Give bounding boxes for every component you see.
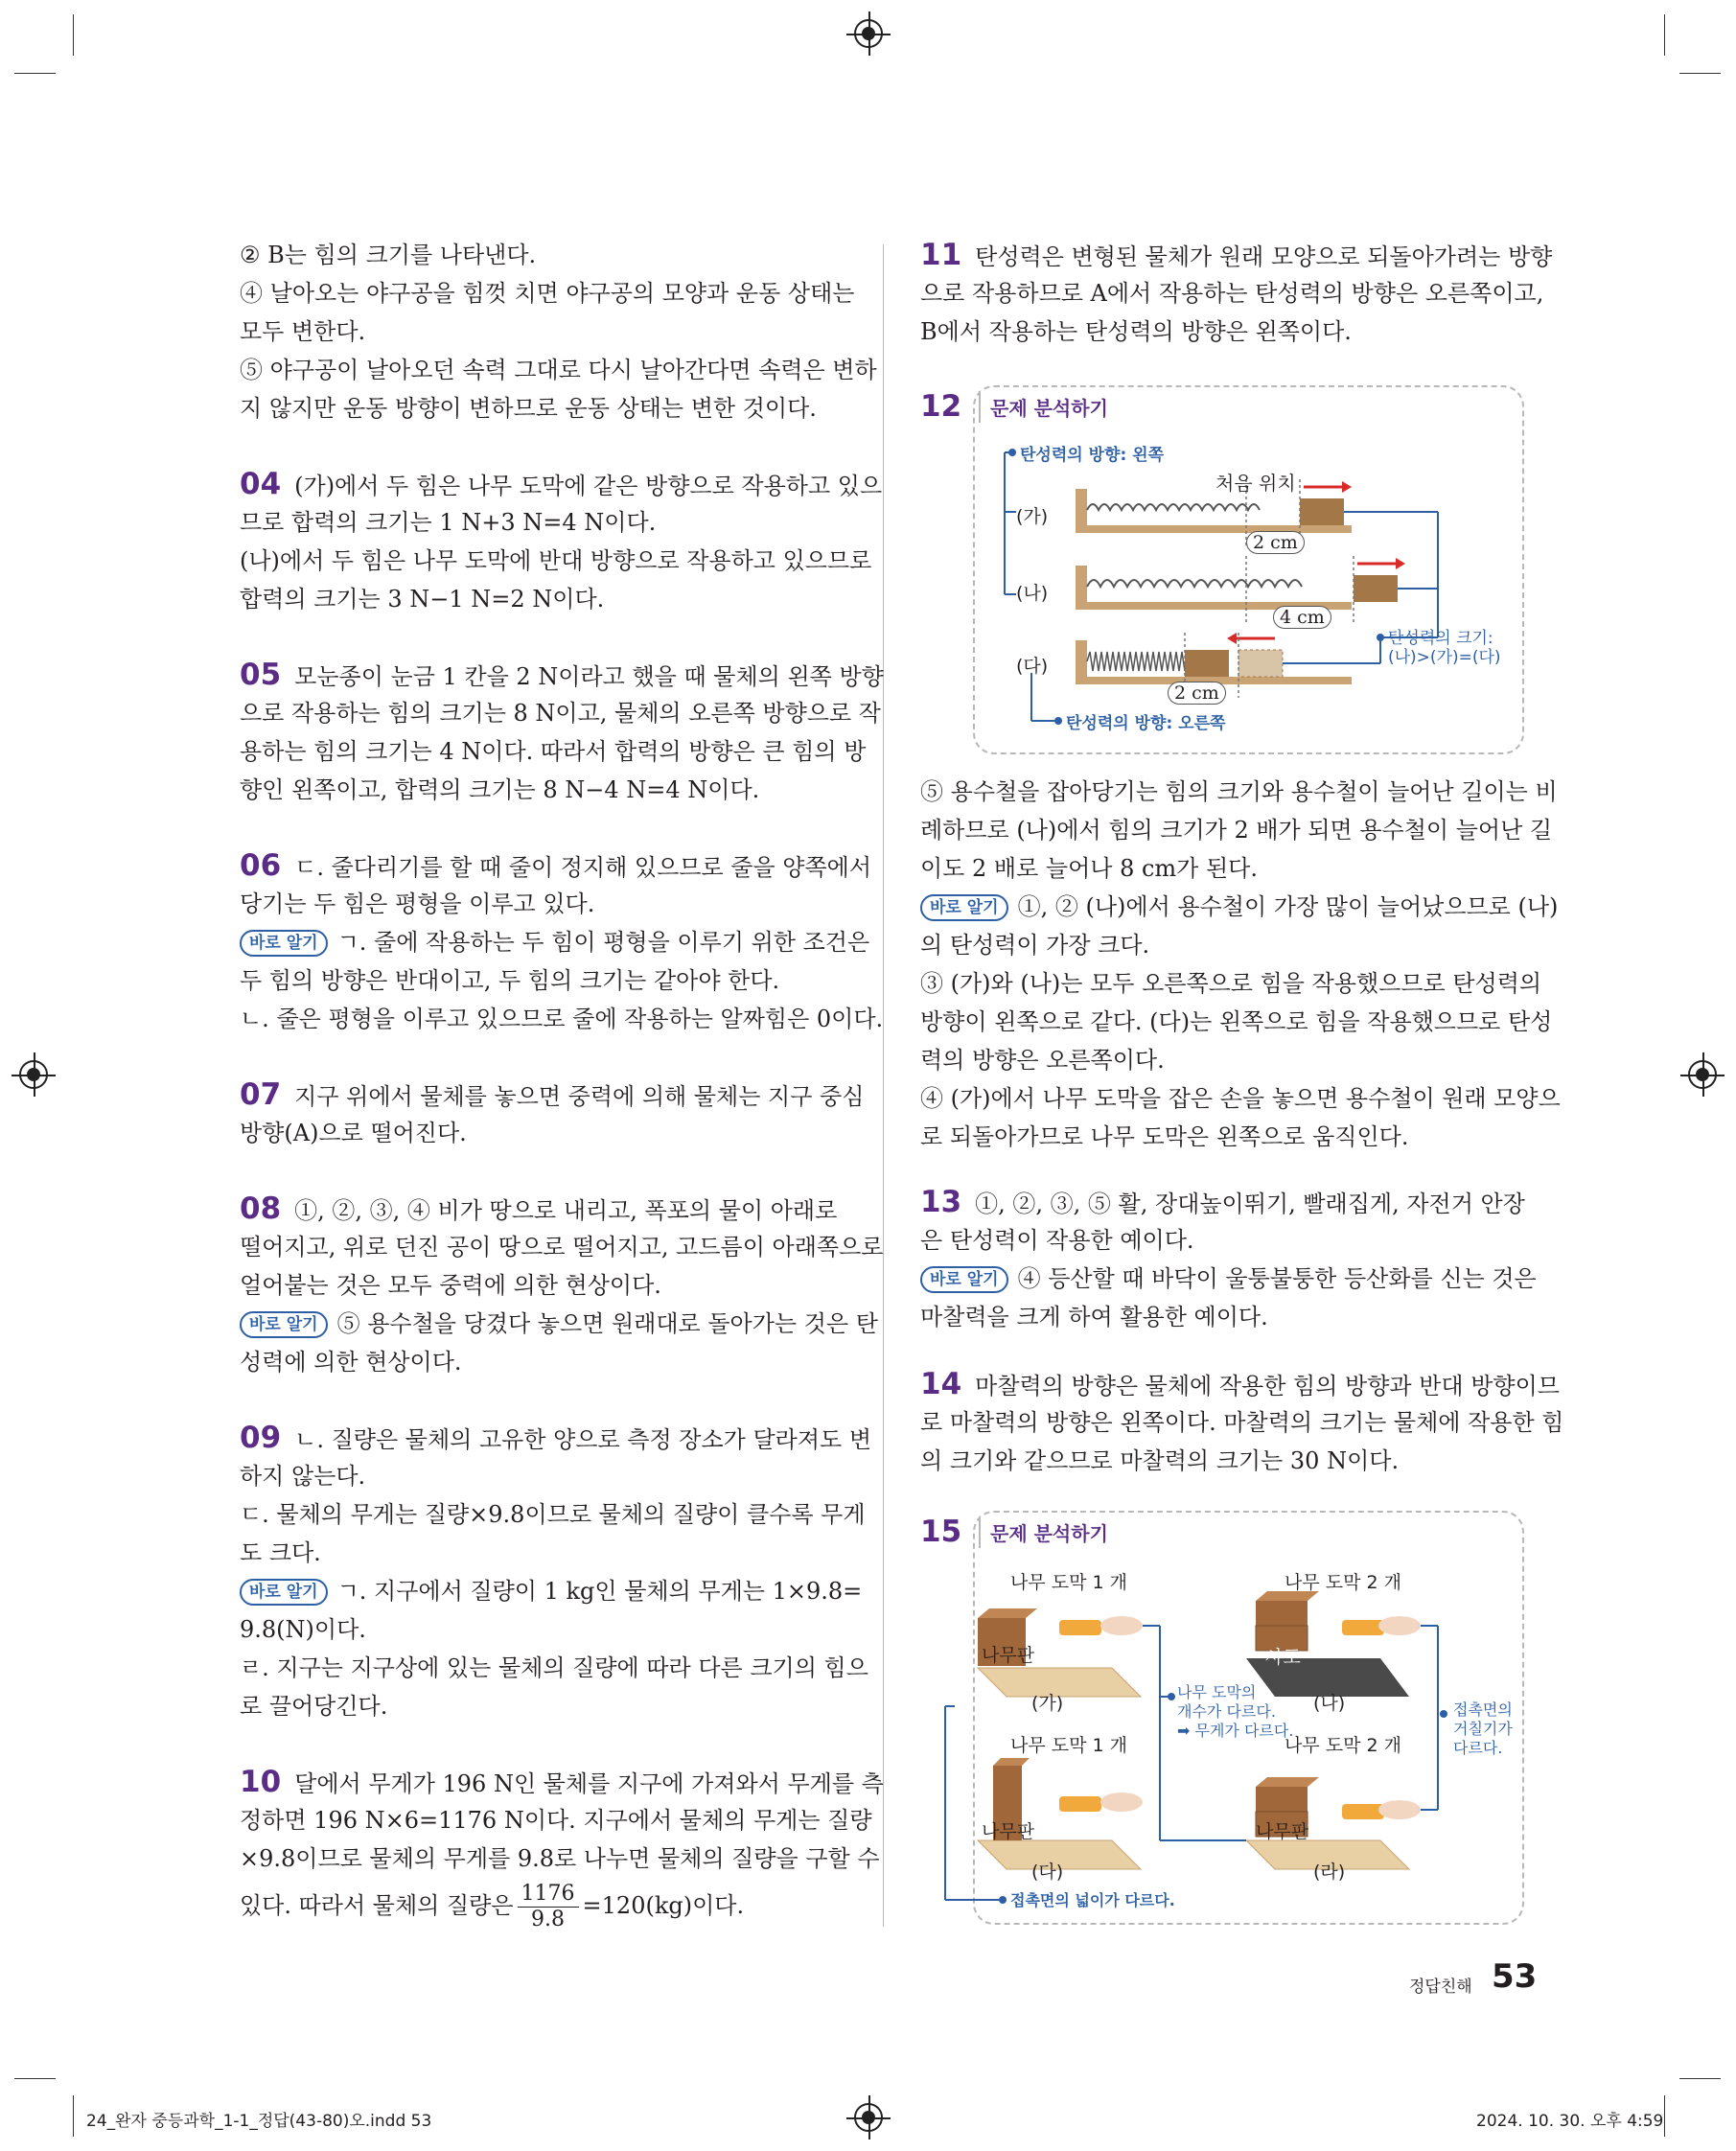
figure-label: (라) bbox=[1313, 1862, 1346, 1883]
registration-mark-icon bbox=[1688, 1060, 1717, 1089]
page-number: 53 bbox=[1492, 1957, 1538, 1996]
text-line: ①, ②, ③, ⑤ 활, 장대높이뛰기, 빨래집게, 자전거 안장 bbox=[975, 1191, 1525, 1217]
crop-mark bbox=[1679, 73, 1721, 74]
crop-mark bbox=[73, 2095, 74, 2137]
question-number: 06 bbox=[240, 848, 282, 883]
column-divider bbox=[883, 244, 884, 1927]
answer-13 bbox=[920, 1183, 1525, 1223]
question-number: 11 bbox=[920, 238, 962, 272]
figure-label: 나무판 bbox=[982, 1821, 1035, 1842]
text-line: (가)에서 두 힘은 나무 도막에 같은 방향으로 작용하고 있으 bbox=[294, 473, 883, 499]
text-line: 지 않지만 운동 방향이 변하므로 운동 상태는 변한 것이다. bbox=[240, 395, 817, 422]
text-line: ㄱ. 줄에 작용하는 두 힘이 평형을 이루기 위한 조건은 bbox=[336, 929, 870, 956]
text-line: ㄷ. 줄다리기를 할 때 줄이 정지해 있으므로 줄을 양쪽에서 bbox=[294, 854, 872, 881]
numerator: 1176 bbox=[518, 1882, 579, 1908]
answer-14 bbox=[920, 1365, 1560, 1405]
question-number: 15 bbox=[920, 1515, 962, 1549]
question-number: 07 bbox=[240, 1077, 282, 1112]
text-line: 성력에 의한 현상이다. bbox=[240, 1349, 462, 1376]
text-line: 으로 작용하는 힘의 크기는 8 N이고, 물체의 오른쪽 방향으로 작 bbox=[240, 700, 881, 727]
text-line: ④ 날아오는 야구공을 힘껏 치면 야구공의 모양과 운동 상태는 bbox=[240, 280, 855, 307]
text-line: (나)에서 두 힘은 나무 도막에 반대 방향으로 작용하고 있으므로 bbox=[240, 547, 872, 574]
figure-note bbox=[1453, 1700, 1513, 1758]
text-line: ③ (가)와 (나)는 모두 오른쪽으로 힘을 작용했으므로 탄성력의 bbox=[920, 970, 1542, 997]
text-line: 합력의 크기는 3 N−1 N=2 N이다. bbox=[240, 586, 605, 613]
text-line: ④ (가)에서 나무 도막을 잡은 손을 놓으면 용수철이 원래 모양으 bbox=[920, 1085, 1561, 1112]
figure-note: 접촉면의 넓이가 다르다. bbox=[1010, 1891, 1175, 1909]
answer-09 bbox=[240, 1419, 871, 1459]
figure-label: 나무 도막 1 개 bbox=[1010, 1572, 1127, 1593]
question-number: 12 bbox=[920, 389, 962, 424]
question-number: 10 bbox=[240, 1765, 282, 1799]
answer-07 bbox=[240, 1076, 864, 1116]
text-line: 마찰력의 방향은 물체에 작용한 힘의 방향과 반대 방향이므 bbox=[975, 1373, 1560, 1399]
registration-mark-icon bbox=[19, 1060, 48, 1089]
crop-mark bbox=[73, 14, 74, 56]
crop-mark bbox=[14, 73, 56, 74]
text-line: ㄴ. 질량은 물체의 고유한 양으로 측정 장소가 달라져도 변 bbox=[294, 1426, 872, 1453]
correction-badge: 바로 알기 bbox=[240, 1311, 328, 1338]
text-line: 9.8(N)이다. bbox=[240, 1616, 366, 1643]
text-line: 향인 왼쪽이고, 합력의 크기는 8 N−4 N=4 N이다. bbox=[240, 776, 760, 803]
correction-badge: 바로 알기 bbox=[240, 1579, 328, 1606]
correction-badge: 바로 알기 bbox=[920, 1266, 1008, 1293]
text-line: 방향(A)으로 떨어진다. bbox=[240, 1120, 467, 1146]
footer-date: 2024. 10. 30. 오후 4:59 bbox=[1476, 2112, 1664, 2131]
text-line: 용하는 힘의 크기는 4 N이다. 따라서 합력의 방향은 큰 힘의 방 bbox=[240, 738, 867, 765]
text-line: 하지 않는다. bbox=[240, 1463, 366, 1490]
distance-label: 2 cm bbox=[1168, 682, 1226, 705]
figure-note: 탄성력의 방향: 왼쪽 bbox=[1020, 446, 1165, 465]
note-line: 접촉면의 bbox=[1453, 1700, 1513, 1719]
text-line: 도 크다. bbox=[240, 1539, 321, 1566]
text-line: 은 탄성력이 작용한 예이다. bbox=[920, 1227, 1194, 1254]
answer-06 bbox=[240, 846, 871, 887]
note-line: 탄성력의 크기: bbox=[1388, 629, 1493, 648]
note-line: (나)>(가)=(다) bbox=[1388, 648, 1501, 667]
text-line: 지구 위에서 물체를 놓으면 중력에 의해 물체는 지구 중심 bbox=[294, 1083, 865, 1110]
text-line: 력의 방향은 오른쪽이다. bbox=[920, 1047, 1165, 1074]
text-line: 으로 작용하므로 A에서 작용하는 탄성력의 방향은 오른쪽이고, bbox=[920, 280, 1544, 307]
text-line: =120(kg)이다. bbox=[582, 1892, 745, 1919]
note-line: ➡ 무게가 다르다. bbox=[1177, 1722, 1294, 1740]
figure-label: (나) bbox=[1016, 583, 1049, 604]
text-line: 모눈종이 눈금 1 칸을 2 N이라고 했을 때 물체의 왼쪽 방향 bbox=[294, 663, 884, 690]
question-number: 05 bbox=[240, 658, 282, 692]
answer-11 bbox=[920, 236, 1552, 276]
text-line: 마찰력을 크게 하여 활용한 예이다. bbox=[920, 1304, 1268, 1330]
text-line: ⑤ 용수철을 당겼다 놓으면 원래대로 돌아가는 것은 탄 bbox=[336, 1310, 878, 1337]
text-line: 있다. 따라서 물체의 질량은 bbox=[240, 1892, 514, 1919]
text-line: ①, ② (나)에서 용수철이 가장 많이 늘어났으므로 (나) bbox=[1017, 893, 1559, 920]
text-line: 므로 합력의 크기는 1 N+3 N=4 N이다. bbox=[240, 509, 657, 536]
text-line: 의 탄성력이 가장 크다. bbox=[920, 932, 1150, 959]
answer-10 bbox=[240, 1763, 884, 1803]
figure-label: (나) bbox=[1313, 1693, 1346, 1714]
analysis-tag: 문제 분석하기 bbox=[979, 391, 1118, 423]
figure-label: 나무 도막 2 개 bbox=[1285, 1572, 1401, 1593]
text-line: 두 힘의 방향은 반대이고, 두 힘의 크기는 같아야 한다. bbox=[240, 967, 780, 994]
text-line: B에서 작용하는 탄성력의 방향은 왼쪽이다. bbox=[920, 318, 1352, 345]
text-line: 의 크기와 같으므로 마찰력의 크기는 30 N이다. bbox=[920, 1447, 1400, 1474]
figure-label: 사포 bbox=[1265, 1647, 1301, 1668]
figure-label: (다) bbox=[1031, 1862, 1064, 1883]
text-line: 정하면 196 N×6=1176 N이다. 지구에서 물체의 무게는 질량 bbox=[240, 1807, 872, 1834]
figure-note bbox=[1388, 629, 1501, 667]
note-line: 개수가 다르다. bbox=[1177, 1702, 1276, 1721]
text-line bbox=[240, 1572, 862, 1610]
text-line: ㄷ. 물체의 무게는 질량×9.8이므로 물체의 질량이 클수록 무게 bbox=[240, 1501, 866, 1528]
figure-label: 나무 도막 1 개 bbox=[1010, 1735, 1127, 1756]
text-line: 로 끌어당긴다. bbox=[240, 1693, 388, 1720]
text-line: 얼어붙는 것은 모두 중력에 의한 현상이다. bbox=[240, 1272, 661, 1299]
text-line: 로 되돌아가므로 나무 도막은 왼쪽으로 움직인다. bbox=[920, 1123, 1409, 1150]
answer-08 bbox=[240, 1190, 837, 1230]
crop-mark bbox=[1679, 2078, 1721, 2079]
answer-15 bbox=[920, 1513, 975, 1553]
text-line bbox=[240, 1305, 878, 1343]
footer-file: 24_완자 중등과학_1-1_정답(43-80)오.indd 53 bbox=[86, 2112, 432, 2131]
text-line: 이도 2 배로 늘어나 8 cm가 된다. bbox=[920, 855, 1258, 882]
text-line: 모두 변한다. bbox=[240, 318, 366, 345]
correction-badge: 바로 알기 bbox=[920, 894, 1008, 921]
figure-label: (가) bbox=[1016, 506, 1049, 527]
crop-mark bbox=[14, 2078, 56, 2079]
correction-badge: 바로 알기 bbox=[240, 930, 328, 957]
crop-mark bbox=[1664, 2095, 1665, 2137]
distance-label: 4 cm bbox=[1273, 606, 1331, 629]
text-line: 탄성력은 변형된 물체가 원래 모양으로 되돌아가려는 방향 bbox=[975, 243, 1553, 270]
text-line: ⑤ 용수철을 잡아당기는 힘의 크기와 용수철이 늘어난 길이는 비 bbox=[920, 778, 1558, 805]
registration-mark-icon bbox=[854, 2103, 883, 2132]
note-line: 나무 도막의 bbox=[1177, 1683, 1257, 1701]
question-number: 04 bbox=[240, 467, 282, 501]
page-label: 정답친해 bbox=[1409, 1978, 1472, 1997]
text-line: 당기는 두 힘은 평형을 이루고 있다. bbox=[240, 890, 595, 917]
text-line: ㄴ. 줄은 평형을 이루고 있으므로 줄에 작용하는 알짜힘은 0이다. bbox=[240, 1006, 884, 1032]
registration-mark-icon bbox=[854, 19, 883, 48]
answer-04 bbox=[240, 465, 882, 505]
text-line bbox=[240, 1879, 744, 1932]
figure-label: (다) bbox=[1016, 656, 1049, 677]
text-line bbox=[920, 888, 1558, 926]
text-line: 방향이 왼쪽으로 같다. (다)는 왼쪽으로 힘을 작용했으므로 탄성 bbox=[920, 1008, 1553, 1035]
question-number: 08 bbox=[240, 1191, 282, 1226]
text-line: 로 마찰력의 방향은 왼쪽이다. 마찰력의 크기는 물체에 작용한 힘 bbox=[920, 1409, 1564, 1436]
figure-label: (가) bbox=[1031, 1693, 1064, 1714]
figure-note bbox=[1177, 1683, 1293, 1741]
question-number: 14 bbox=[920, 1367, 962, 1401]
distance-label: 2 cm bbox=[1246, 531, 1305, 554]
answer-05 bbox=[240, 656, 884, 696]
note-line: 다르다. bbox=[1453, 1739, 1503, 1757]
text-line bbox=[920, 1260, 1537, 1298]
figure-label: 나무 도막 2 개 bbox=[1285, 1735, 1401, 1756]
fraction bbox=[518, 1882, 579, 1932]
text-line: 례하므로 (나)에서 힘의 크기가 2 배가 되면 용수철이 늘어난 길 bbox=[920, 817, 1553, 844]
text-line: 달에서 무게가 196 N인 물체를 지구에 가져와서 무게를 측 bbox=[294, 1770, 884, 1797]
text-line: ② B는 힘의 크기를 나타낸다. bbox=[240, 242, 537, 268]
text-line bbox=[240, 923, 869, 961]
analysis-tag: 문제 분석하기 bbox=[979, 1516, 1118, 1548]
figure-note: 탄성력의 방향: 오른쪽 bbox=[1066, 714, 1226, 733]
text-line: ㄱ. 지구에서 질량이 1 kg인 물체의 무게는 1×9.8= bbox=[336, 1578, 863, 1605]
text-line: 떨어지고, 위로 던진 공이 땅으로 떨어지고, 고드름이 아래쪽으로 bbox=[240, 1234, 884, 1261]
crop-mark bbox=[1664, 14, 1665, 56]
denominator: 9.8 bbox=[531, 1908, 566, 1931]
figure-label: 나무판 bbox=[1256, 1821, 1309, 1842]
text-line: ㄹ. 지구는 지구상에 있는 물체의 질량에 따라 다른 크기의 힘으 bbox=[240, 1654, 868, 1681]
figure-label: 처음 위치 bbox=[1215, 472, 1296, 495]
question-number: 09 bbox=[240, 1421, 282, 1455]
figure-label: 나무판 bbox=[982, 1645, 1035, 1666]
question-number: 13 bbox=[920, 1185, 962, 1219]
text-line: ⑤ 야구공이 날아오던 속력 그대로 다시 날아간다면 속력은 변하 bbox=[240, 357, 877, 383]
text-line: ×9.8이므로 물체의 무게를 9.8로 나누면 물체의 질량을 구할 수 bbox=[240, 1845, 880, 1872]
text-line: ①, ②, ③, ④ 비가 땅으로 내리고, 폭포의 물이 아래로 bbox=[294, 1197, 838, 1224]
text-line: ④ 등산할 때 바닥이 울퉁불퉁한 등산화를 신는 것은 bbox=[1017, 1265, 1537, 1292]
note-line: 거칠기가 bbox=[1453, 1720, 1513, 1738]
